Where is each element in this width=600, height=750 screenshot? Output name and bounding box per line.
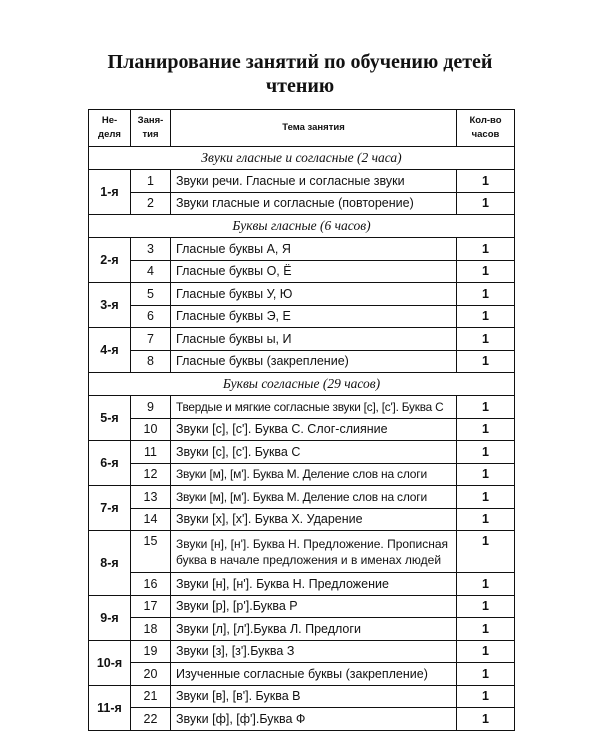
lesson-hours: 1 (457, 350, 515, 373)
lesson-hours: 1 (457, 663, 515, 686)
lesson-topic: Звуки [с], [с']. Буква С (171, 441, 457, 464)
lesson-topic: Звуки [с], [с']. Буква С. Слог-слияние (171, 418, 457, 441)
lesson-topic: Твердые и мягкие согласные звуки [с], [с']. Буква С (171, 396, 457, 419)
lesson-number: 7 (131, 328, 171, 351)
week-cell: 7-я (89, 486, 131, 531)
table-row (89, 508, 515, 531)
table-row (89, 486, 515, 509)
lesson-topic: Звуки речи. Гласные и согласные звуки (171, 170, 457, 193)
lesson-hours: 1 (457, 573, 515, 596)
week-cell: 6-я (89, 441, 131, 486)
lesson-hours: 1 (457, 305, 515, 328)
lesson-number: 3 (131, 238, 171, 261)
lesson-topic: Гласные буквы О, Ё (171, 260, 457, 283)
title-line-2: чтению (265, 75, 335, 97)
lesson-topic: Звуки [м], [м']. Буква М. Деление слов на слоги (171, 486, 457, 509)
lesson-hours: 1 (457, 192, 515, 215)
table-row (89, 418, 515, 441)
table-row (89, 663, 515, 686)
lesson-number: 4 (131, 260, 171, 283)
lesson-hours: 1 (457, 260, 515, 283)
lesson-hours: 1 (457, 328, 515, 351)
lesson-topic: Гласные буквы ы, И (171, 328, 457, 351)
lesson-number: 12 (131, 463, 171, 486)
section-heading: Звуки гласные и согласные (2 часа) (89, 147, 515, 170)
lesson-hours: 1 (457, 531, 515, 573)
title-line-1: Планирование занятий по обучению детей (107, 51, 493, 73)
lesson-number: 2 (131, 192, 171, 215)
lesson-topic: Звуки [л], [л'].Буква Л. Предлоги (171, 618, 457, 641)
week-cell: 4-я (89, 328, 131, 373)
table-row (89, 170, 515, 193)
lesson-hours: 1 (457, 708, 515, 731)
lesson-topic: Гласные буквы А, Я (171, 238, 457, 261)
lesson-topic: Звуки [ф], [ф'].Буква Ф (171, 708, 457, 731)
section-row (89, 215, 515, 238)
lesson-topic: Изученные согласные буквы (закрепление) (171, 663, 457, 686)
lesson-hours: 1 (457, 685, 515, 708)
table-row (89, 305, 515, 328)
lesson-topic: Гласные буквы Э, Е (171, 305, 457, 328)
week-cell: 5-я (89, 396, 131, 441)
lesson-hours: 1 (457, 508, 515, 531)
lesson-plan-table (88, 109, 515, 731)
table-row (89, 531, 515, 573)
lesson-number: 17 (131, 595, 171, 618)
header-lesson: Заня- тия (131, 110, 171, 147)
lesson-number: 16 (131, 573, 171, 596)
header-topic: Тема занятия (171, 110, 457, 147)
lesson-topic: Звуки [х], [х']. Буква Х. Ударение (171, 508, 457, 531)
lesson-number: 6 (131, 305, 171, 328)
table-row (89, 350, 515, 373)
lesson-hours: 1 (457, 170, 515, 193)
lesson-number: 8 (131, 350, 171, 373)
lesson-topic: Гласные буквы (закрепление) (171, 350, 457, 373)
lesson-number: 19 (131, 640, 171, 663)
lesson-hours: 1 (457, 463, 515, 486)
lesson-number: 1 (131, 170, 171, 193)
lesson-hours: 1 (457, 238, 515, 261)
table-row (89, 708, 515, 731)
week-cell: 9-я (89, 595, 131, 640)
lesson-hours: 1 (457, 418, 515, 441)
lesson-number: 10 (131, 418, 171, 441)
lesson-topic: Звуки гласные и согласные (повторение) (171, 192, 457, 215)
lesson-number: 11 (131, 441, 171, 464)
lesson-number: 13 (131, 486, 171, 509)
table-row (89, 463, 515, 486)
table-row (89, 328, 515, 351)
section-row (89, 373, 515, 396)
table-row (89, 238, 515, 261)
header-week: Не- деля (89, 110, 131, 147)
table-row (89, 618, 515, 641)
lesson-topic: Звуки [р], [р'].Буква Р (171, 595, 457, 618)
lesson-topic: Гласные буквы У, Ю (171, 283, 457, 306)
section-heading: Буквы согласные (29 часов) (89, 373, 515, 396)
lesson-topic: Звуки [з], [з'].Буква З (171, 640, 457, 663)
table-row (89, 283, 515, 306)
table-row (89, 640, 515, 663)
lesson-number: 20 (131, 663, 171, 686)
lesson-hours: 1 (457, 283, 515, 306)
lesson-hours: 1 (457, 618, 515, 641)
table-row (89, 260, 515, 283)
lesson-hours: 1 (457, 595, 515, 618)
week-cell: 3-я (89, 283, 131, 328)
lesson-number: 18 (131, 618, 171, 641)
lesson-topic: Звуки [н], [н']. Буква Н. Предложение (171, 573, 457, 596)
table-row (89, 573, 515, 596)
page-title (0, 50, 600, 98)
week-cell: 8-я (89, 531, 131, 596)
lesson-number: 9 (131, 396, 171, 419)
table-row (89, 441, 515, 464)
header-hours: Кол-во часов (457, 110, 515, 147)
lesson-topic: Звуки [в], [в']. Буква В (171, 685, 457, 708)
lesson-number: 15 (131, 531, 171, 573)
table-row (89, 595, 515, 618)
lesson-hours: 1 (457, 640, 515, 663)
lesson-hours: 1 (457, 396, 515, 419)
section-heading: Буквы гласные (6 часов) (89, 215, 515, 238)
lesson-topic: Звуки [н], [н']. Буква Н. Предложение. Прописная буква в начале предложения и в именах людей (171, 531, 457, 573)
header-row (89, 110, 515, 147)
week-cell: 11-я (89, 685, 131, 730)
table-row (89, 685, 515, 708)
lesson-number: 5 (131, 283, 171, 306)
lesson-hours: 1 (457, 441, 515, 464)
section-row (89, 147, 515, 170)
week-cell: 2-я (89, 238, 131, 283)
lesson-number: 21 (131, 685, 171, 708)
lesson-number: 14 (131, 508, 171, 531)
lesson-number: 22 (131, 708, 171, 731)
week-cell: 1-я (89, 170, 131, 215)
table-row (89, 396, 515, 419)
lesson-hours: 1 (457, 486, 515, 509)
week-cell: 10-я (89, 640, 131, 685)
table-row (89, 192, 515, 215)
lesson-topic: Звуки [м], [м']. Буква М. Деление слов на слоги (171, 463, 457, 486)
